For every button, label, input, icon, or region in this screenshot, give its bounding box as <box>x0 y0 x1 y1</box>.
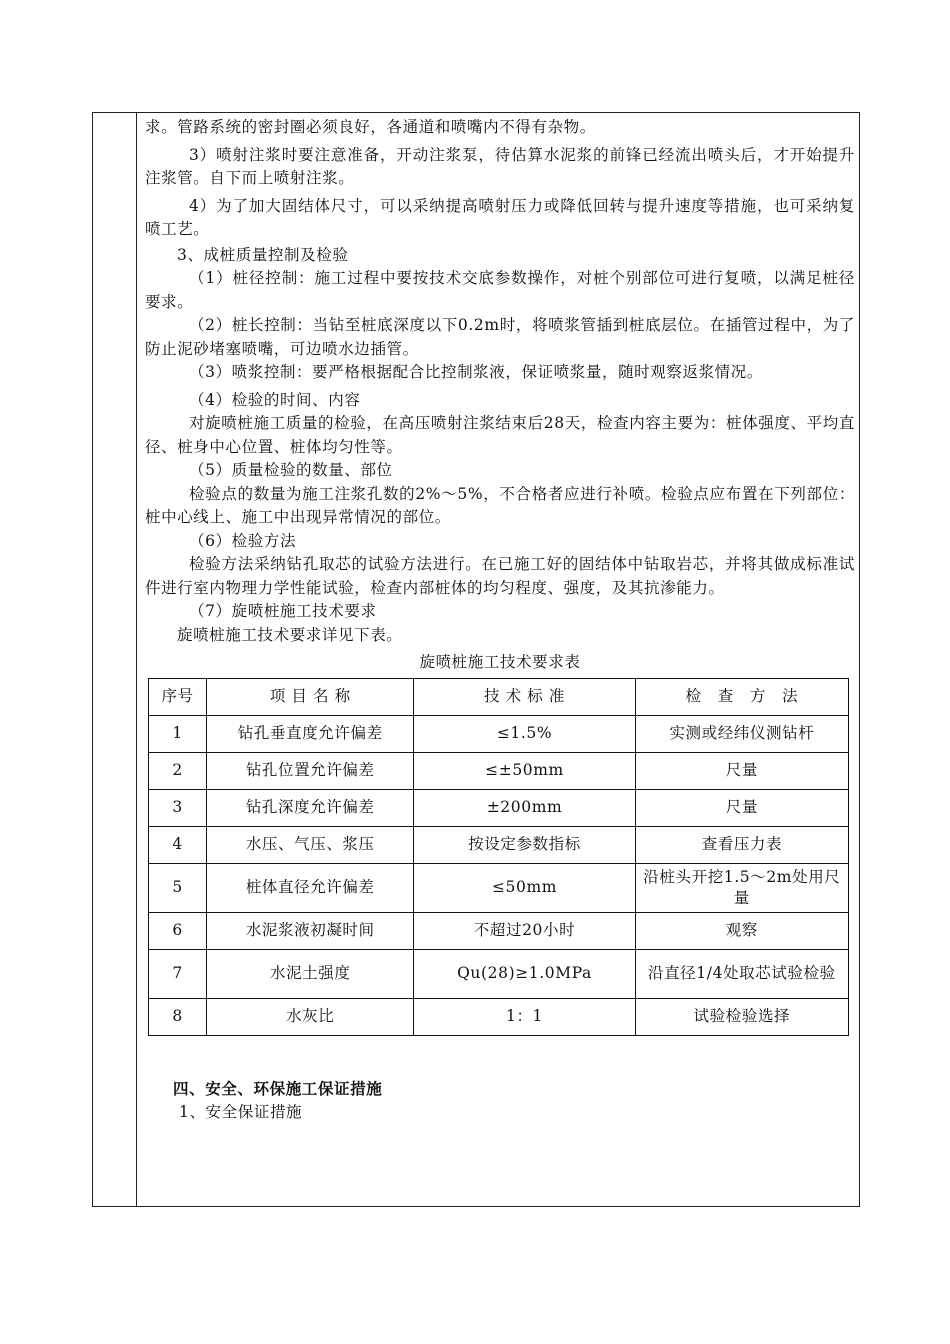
table-row <box>149 912 849 949</box>
table-row <box>149 715 849 752</box>
table-row <box>149 789 849 826</box>
table-cell: 水灰比 <box>207 998 414 1035</box>
requirements-table <box>148 678 849 1036</box>
table-cell: ≤±50mm <box>414 752 635 789</box>
paragraph: 求。管路系统的密封圈必须良好，各通道和喷嘴内不得有杂物。 <box>145 118 596 136</box>
section-subheading: 1、安全保证措施 <box>179 1103 303 1121</box>
table-cell: 尺量 <box>635 789 848 826</box>
section-subheading: 3、成桩质量控制及检验 <box>177 245 349 264</box>
table-row <box>149 863 849 912</box>
table-cell: 水泥土强度 <box>207 949 414 998</box>
table-cell: 5 <box>149 863 207 912</box>
table-cell: 水泥浆液初凝时间 <box>207 912 414 949</box>
paragraph: 对旋喷桩施工质量的检验，在高压喷射注浆结束后28天，检查内容主要为：桩体强度、平均直径、桩身中心位置、桩体均匀性等。 <box>145 414 855 456</box>
table-caption: 旋喷桩施工技术要求表 <box>419 653 581 671</box>
document-body <box>145 116 855 1125</box>
table-cell: 桩体直径允许偏差 <box>207 863 414 912</box>
table-cell: 尺量 <box>635 752 848 789</box>
table-row <box>149 752 849 789</box>
table-row <box>149 949 849 998</box>
table-cell: 不超过20小时 <box>414 912 635 949</box>
paragraph: 检验方法采纳钻孔取芯的试验方法进行。在已施工好的固结体中钻取岩芯，并将其做成标准试件进行室内物理力学性能试验，检查内部桩体的均匀程度、强度，及其抗渗能力。 <box>145 555 855 597</box>
paragraph: （1）桩径控制：施工过程中要按技术交底参数操作，对桩个别部位可进行复喷，以满足桩径要求。 <box>145 269 855 311</box>
table-cell: 钻孔深度允许偏差 <box>207 789 414 826</box>
table-cell: 7 <box>149 949 207 998</box>
paragraph: 4）为了加大固结体尺寸，可以采纳提高喷射压力或降低回转与提升速度等措施，也可采纳复喷工艺。 <box>145 196 855 238</box>
table-cell: 水压、气压、浆压 <box>207 826 414 863</box>
table-cell: 沿直径1/4处取芯试验检验 <box>635 949 848 998</box>
table-cell: 查看压力表 <box>635 826 848 863</box>
paragraph: 3）喷射注浆时要注意准备，开动注浆泵，待估算水泥浆的前锋已经流出喷头后，才开始提升注浆管。自下而上喷射注浆。 <box>145 145 855 187</box>
table-cell: ≤1.5% <box>414 715 635 752</box>
table-row <box>149 998 849 1035</box>
table-row <box>149 826 849 863</box>
table-cell: 实测或经纬仪测钻杆 <box>635 715 848 752</box>
paragraph: 检验点的数量为施工注浆孔数的2%～5%，不合格者应进行补喷。检验点应布置在下列部位：桩中心线上、施工中出现异常情况的部位。 <box>145 484 855 526</box>
table-cell: 钻孔位置允许偏差 <box>207 752 414 789</box>
table-cell: 8 <box>149 998 207 1035</box>
paragraph: 旋喷桩施工技术要求详见下表。 <box>177 625 403 644</box>
header-cell: 检 查 方 法 <box>635 678 848 715</box>
table-cell: 6 <box>149 912 207 949</box>
table-cell: 2 <box>149 752 207 789</box>
table-cell: 4 <box>149 826 207 863</box>
paragraph: （2）桩长控制：当钻至桩底深度以下0.2m时，将喷浆管插到桩底层位。在插管过程中，为了防止泥砂堵塞喷嘴，可边喷水边插管。 <box>145 316 855 358</box>
paragraph: （7）旋喷桩施工技术要求 <box>189 602 377 620</box>
table-cell: 观察 <box>635 912 848 949</box>
column-divider <box>136 112 137 1207</box>
header-cell: 技 术 标 准 <box>414 678 635 715</box>
paragraph: （3）喷浆控制：要严格根据配合比控制浆液，保证喷浆量，随时观察返浆情况。 <box>189 363 763 381</box>
paragraph: （6）检验方法 <box>189 531 297 550</box>
table-cell: 1 <box>149 715 207 752</box>
table-header-row <box>149 678 849 715</box>
paragraph: （4）检验的时间、内容 <box>189 390 361 409</box>
header-cell: 序号 <box>149 678 207 715</box>
table-cell: Qu(28)≥1.0MPa <box>414 949 635 998</box>
table-cell: 3 <box>149 789 207 826</box>
table-cell: 按设定参数指标 <box>414 826 635 863</box>
table-cell: 1：1 <box>414 998 635 1035</box>
table-cell: 沿桩头开挖1.5～2m处用尺量 <box>635 863 848 912</box>
table-cell: ±200mm <box>414 789 635 826</box>
table-cell: ≤50mm <box>414 863 635 912</box>
section-heading: 四、安全、环保施工保证措施 <box>173 1079 383 1098</box>
paragraph: （5）质量检验的数量、部位 <box>189 461 393 479</box>
table-cell: 试验检验选择 <box>635 998 848 1035</box>
table-cell: 钻孔垂直度允许偏差 <box>207 715 414 752</box>
header-cell: 项 目 名 称 <box>207 678 414 715</box>
